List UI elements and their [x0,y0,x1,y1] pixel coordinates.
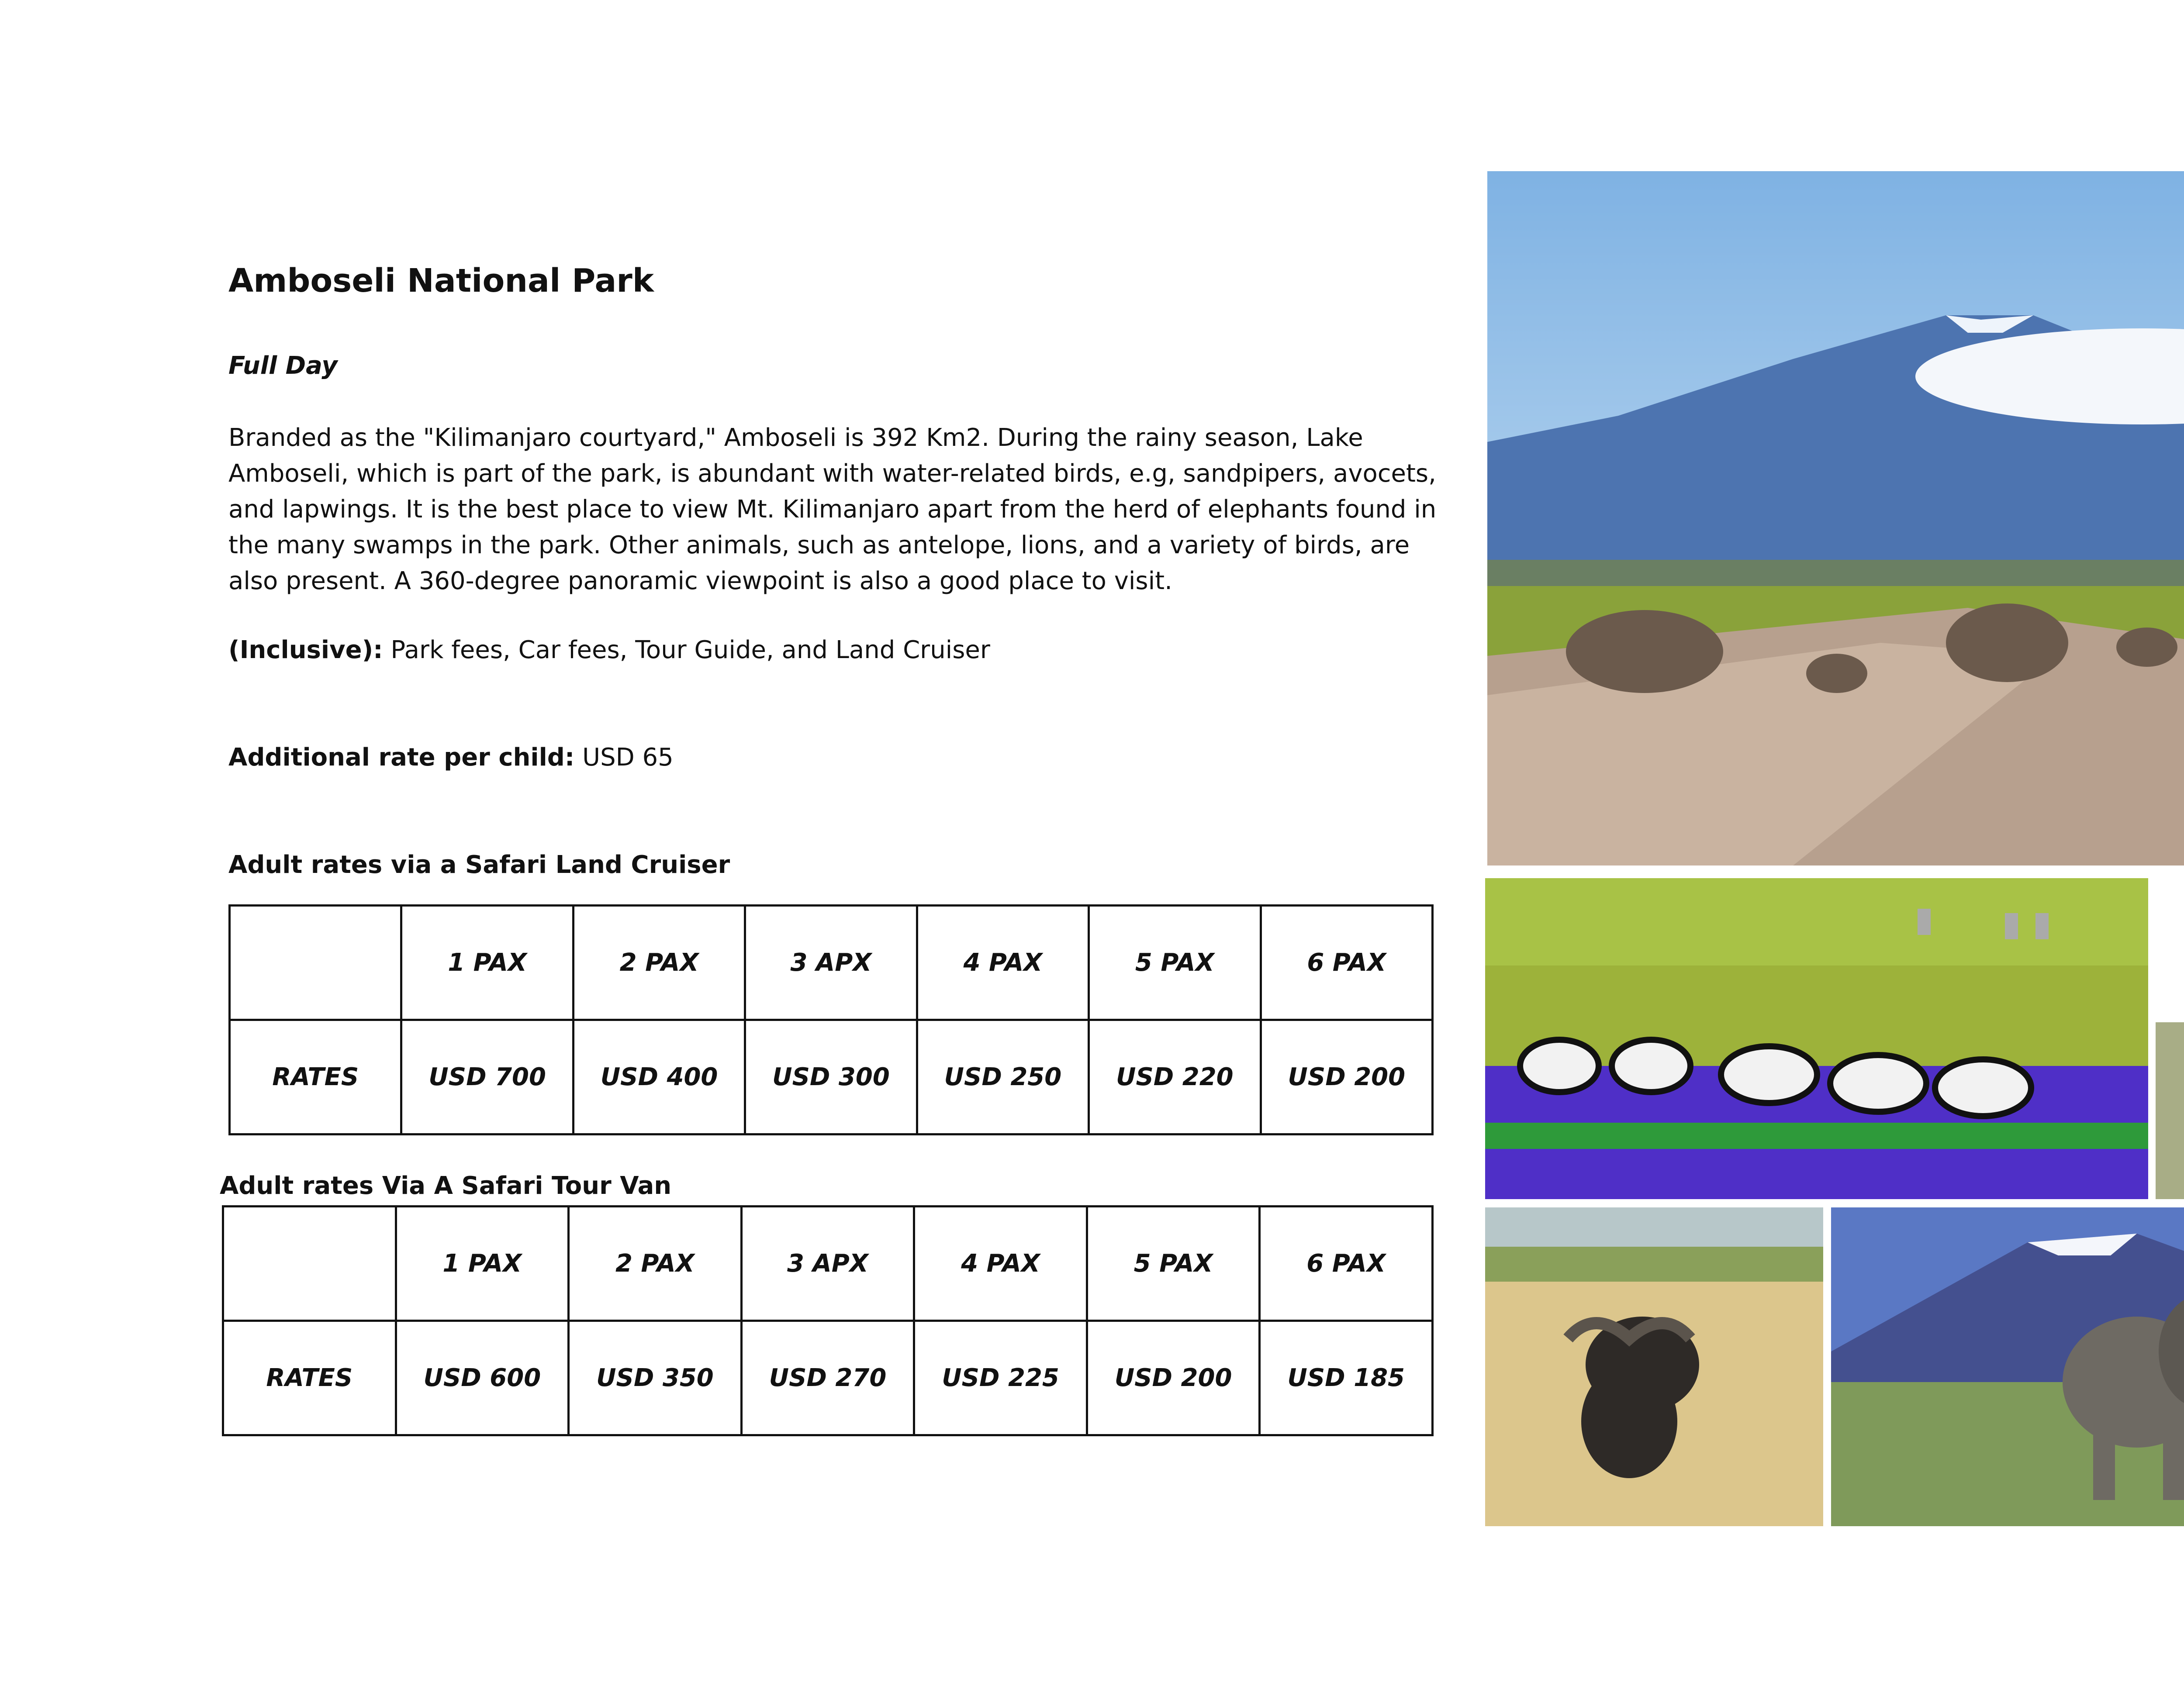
child-rate-value: USD 65 [582,743,674,772]
buffalo-photo [1485,1207,1823,1526]
row-label-cell: RATES [230,1020,401,1134]
child-rate-label: Additional rate per child: [228,743,575,772]
kilimanjaro-elephants-photo [1487,171,2184,865]
table-row [223,1321,1433,1435]
table-header-cell: 2 PAX [569,1207,742,1321]
inclusive-label: (Inclusive): [228,636,383,664]
table-header-cell: 6 PAX [1261,906,1432,1020]
table-header-cell: 4 PAX [914,1207,1087,1321]
tour-duration: Full Day [228,352,338,380]
child-rate-line [228,743,674,772]
rate-cell: USD 225 [914,1321,1087,1435]
elephant-kilimanjaro-photo [1831,1207,2184,1526]
table-header-cell: 3 APX [745,906,917,1020]
table-header-row [230,906,1433,1020]
tour-van-rates-table [222,1205,1434,1436]
rate-cell: USD 270 [741,1321,914,1435]
land-cruiser-rates-table [228,904,1434,1135]
table-header-cell: 5 PAX [1087,1207,1260,1321]
table-corner-cell [230,906,401,1020]
table-header-cell: 2 PAX [573,906,745,1020]
rate-cell: USD 400 [573,1020,745,1134]
table-row [230,1020,1433,1134]
table-header-row [223,1207,1433,1321]
table-header-cell: 5 PAX [1089,906,1261,1020]
park-description: Branded as the "Kilimanjaro courtyard," Amboseli is 392 Km2. During the rainy season, Lake Amboseli, which is part of the park, is abundant with water-related birds, e.g, sandpipers, avocets, and lapwings. It is the best place to view Mt. Kilimanjaro apart from the herd of elephants found in the many swamps in the park. Other animals, such as antelope, lions, and a variety of birds, are also present. A 360-degree panoramic viewpoint is also a good place to visit. [228,424,1437,595]
inclusive-text: Park fees, Car fees, Tour Guide, and Land Cruiser [390,636,990,664]
table-header-cell: 4 PAX [917,906,1089,1020]
tour-van-caption: Adult rates Via A Safari Tour Van [220,1172,672,1200]
table-header-cell: 1 PAX [396,1207,569,1321]
row-label-cell: RATES [223,1321,396,1435]
table-header-cell: 1 PAX [401,906,573,1020]
rate-cell: USD 700 [401,1020,573,1134]
rate-cell: USD 300 [745,1020,917,1134]
inclusive-line [228,636,990,664]
rate-cell: USD 600 [396,1321,569,1435]
table-header-cell: 3 APX [741,1207,914,1321]
giraffe-photo [2156,878,2184,1199]
rate-cell: USD 350 [569,1321,742,1435]
table-corner-cell [223,1207,396,1321]
rate-cell: USD 220 [1089,1020,1261,1134]
table-header-cell: 6 PAX [1260,1207,1433,1321]
land-cruiser-caption: Adult rates via a Safari Land Cruiser [228,851,730,879]
page-title: Amboseli National Park [228,262,654,300]
rate-cell: USD 250 [917,1020,1089,1134]
rate-cell: USD 185 [1260,1321,1433,1435]
rate-cell: USD 200 [1261,1020,1432,1134]
zebras-drinking-photo [1485,878,2148,1199]
rate-cell: USD 200 [1087,1321,1260,1435]
